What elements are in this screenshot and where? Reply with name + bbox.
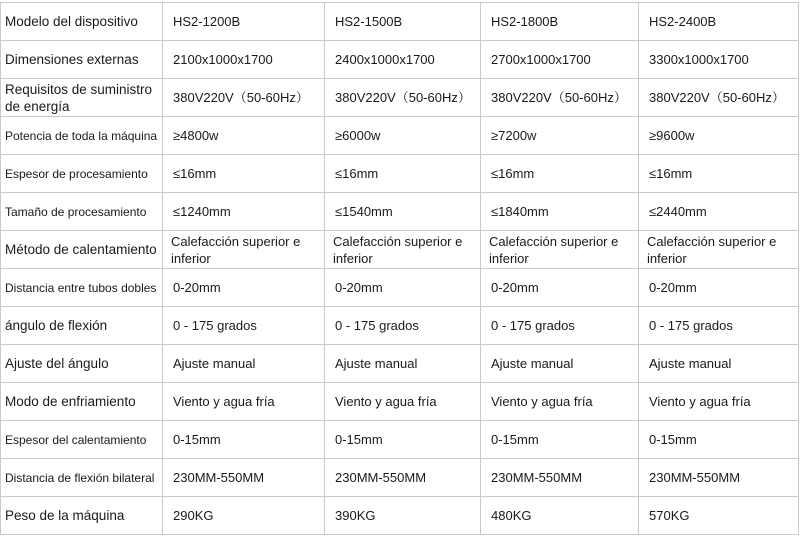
table-row (1, 117, 799, 155)
table-cell: 0 - 175 grados (163, 307, 325, 345)
table-cell: 380V220V（50-60Hz） (481, 79, 639, 117)
table-cell: ≥6000w (325, 117, 481, 155)
table-cell: 230MM-550MM (325, 459, 481, 497)
table-cell: ≤16mm (163, 155, 325, 193)
table-cell: 290KG (163, 497, 325, 535)
row-label: Peso de la máquina (1, 497, 163, 535)
table-cell: Viento y agua fría (163, 383, 325, 421)
row-label: Espesor del calentamiento (1, 421, 163, 459)
table-cell: HS2-1500B (325, 3, 481, 41)
table-cell: 0 - 175 grados (325, 307, 481, 345)
table-cell: Calefacción superior e inferior (639, 231, 799, 269)
row-label: Tamaño de procesamiento (1, 193, 163, 231)
table-cell: 380V220V（50-60Hz） (163, 79, 325, 117)
table-cell: 0-15mm (325, 421, 481, 459)
table-cell: 230MM-550MM (163, 459, 325, 497)
table-cell: 230MM-550MM (639, 459, 799, 497)
table-cell: 230MM-550MM (481, 459, 639, 497)
table-cell: 0-20mm (163, 269, 325, 307)
table-cell: Calefacción superior e inferior (163, 231, 325, 269)
table-cell: ≤1540mm (325, 193, 481, 231)
row-label: Distancia entre tubos dobles (1, 269, 163, 307)
table-cell: 0-20mm (481, 269, 639, 307)
table-cell: ≤2440mm (639, 193, 799, 231)
table-row (1, 497, 799, 535)
table-cell: 2100x1000x1700 (163, 41, 325, 79)
row-label: ángulo de flexión (1, 307, 163, 345)
table-row (1, 79, 799, 117)
table-cell: Ajuste manual (481, 345, 639, 383)
table-cell: 2700x1000x1700 (481, 41, 639, 79)
table-cell: Calefacción superior e inferior (325, 231, 481, 269)
table-row (1, 41, 799, 79)
table-row (1, 269, 799, 307)
table-cell: 2400x1000x1700 (325, 41, 481, 79)
table-cell: 480KG (481, 497, 639, 535)
table-cell: ≤16mm (639, 155, 799, 193)
row-label: Método de calentamiento (1, 231, 163, 269)
table-cell: HS2-1800B (481, 3, 639, 41)
table-cell: ≤1840mm (481, 193, 639, 231)
table-cell: 390KG (325, 497, 481, 535)
table-cell: ≤16mm (325, 155, 481, 193)
table-cell: Ajuste manual (639, 345, 799, 383)
table-cell: Ajuste manual (163, 345, 325, 383)
table-cell: Viento y agua fría (325, 383, 481, 421)
table-cell: 380V220V（50-60Hz） (325, 79, 481, 117)
table-row (1, 3, 799, 41)
table-cell: 0-15mm (163, 421, 325, 459)
row-label: Requisitos de suministro de energía (1, 79, 163, 117)
table-cell: 0-20mm (325, 269, 481, 307)
table-cell: HS2-1200B (163, 3, 325, 41)
table-cell: ≥4800w (163, 117, 325, 155)
table-cell: 0 - 175 grados (639, 307, 799, 345)
row-label: Modelo del dispositivo (1, 3, 163, 41)
table-row (1, 421, 799, 459)
table-cell: 3300x1000x1700 (639, 41, 799, 79)
table-cell: ≤1240mm (163, 193, 325, 231)
table-cell: 0-15mm (481, 421, 639, 459)
table-cell: Viento y agua fría (481, 383, 639, 421)
table-cell: HS2-2400B (639, 3, 799, 41)
table-cell: 0-20mm (639, 269, 799, 307)
table-cell: ≥7200w (481, 117, 639, 155)
spec-table (0, 2, 799, 535)
table-cell: ≥9600w (639, 117, 799, 155)
table-row (1, 345, 799, 383)
table-cell: 380V220V（50-60Hz） (639, 79, 799, 117)
table-cell: Viento y agua fría (639, 383, 799, 421)
table-row (1, 307, 799, 345)
table-row (1, 459, 799, 497)
table-cell: ≤16mm (481, 155, 639, 193)
row-label: Espesor de procesamiento (1, 155, 163, 193)
row-label: Modo de enfriamiento (1, 383, 163, 421)
table-row (1, 193, 799, 231)
row-label: Potencia de toda la máquina (1, 117, 163, 155)
row-label: Ajuste del ángulo (1, 345, 163, 383)
table-row (1, 383, 799, 421)
table-cell: 570KG (639, 497, 799, 535)
table-row (1, 155, 799, 193)
table-cell: 0-15mm (639, 421, 799, 459)
table-cell: 0 - 175 grados (481, 307, 639, 345)
row-label: Dimensiones externas (1, 41, 163, 79)
row-label: Distancia de flexión bilateral (1, 459, 163, 497)
table-cell: Calefacción superior e inferior (481, 231, 639, 269)
table-row (1, 231, 799, 269)
table-cell: Ajuste manual (325, 345, 481, 383)
